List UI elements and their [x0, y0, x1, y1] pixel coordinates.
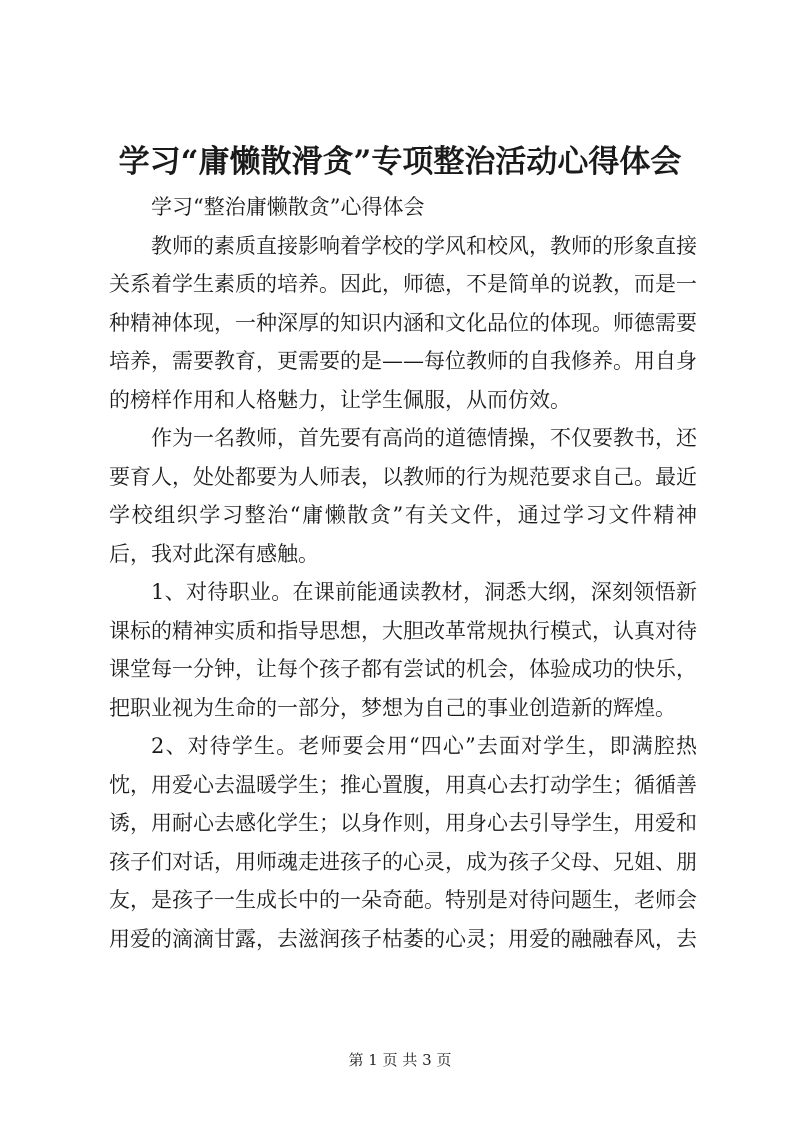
- document-body: [109, 188, 697, 958]
- page-number-footer: 第 1 页 共 3 页: [348, 1051, 452, 1069]
- document-title: 学习“庸懒散滑贪”专项整治活动心得体会: [118, 144, 682, 180]
- document-subtitle: 学习“整治庸懒散贪”心得体会: [151, 195, 425, 219]
- paragraph-4: 2、对待学生。老师要会用“四心”去面对学生，即满腔热忱，用爱心去温暖学生；推心置腹，用真心去打动学生；循循善诱，用耐心去感化学生；以身作则，用身心去引导学生，用爱和孩子们对话，用师魂走进孩子的心灵，成为孩子父母、兄姐、朋友，是孩子一生成长中的一朵奇葩。特别是对待问题生，老师会用爱的滴滴甘露，去滋润孩子枯萎的心灵；用爱的融融春风，去: [109, 734, 697, 951]
- paragraph-1: 教师的素质直接影响着学校的学风和校风，教师的形象直接关系着学生素质的培养。因此，师德，不是简单的说教，而是一种精神体现，一种深厚的知识内涵和文化品位的体现。师德需要培养，需要教育，更需要的是——每位教师的自我修养。用自身的榜样作用和人格魅力，让学生佩服，从而仿效。: [109, 233, 697, 412]
- paragraph-3: 1、对待职业。在课前能通读教材，洞悉大纲，深刻领悟新课标的精神实质和指导思想，大胆改革常规执行模式，认真对待课堂每一分钟，让每个孩子都有尝试的机会，体验成功的快乐，把职业视为生命的一部分，梦想为自己的事业创造新的辉煌。: [109, 580, 697, 720]
- paragraph-2: 作为一名教师，首先要有高尚的道德情操，不仅要教书，还要育人，处处都要为人师表，以教师的行为规范要求自己。最近学校组织学习整治“庸懒散贪”有关文件，通过学习文件精神后，我对此深有感触。: [109, 426, 697, 566]
